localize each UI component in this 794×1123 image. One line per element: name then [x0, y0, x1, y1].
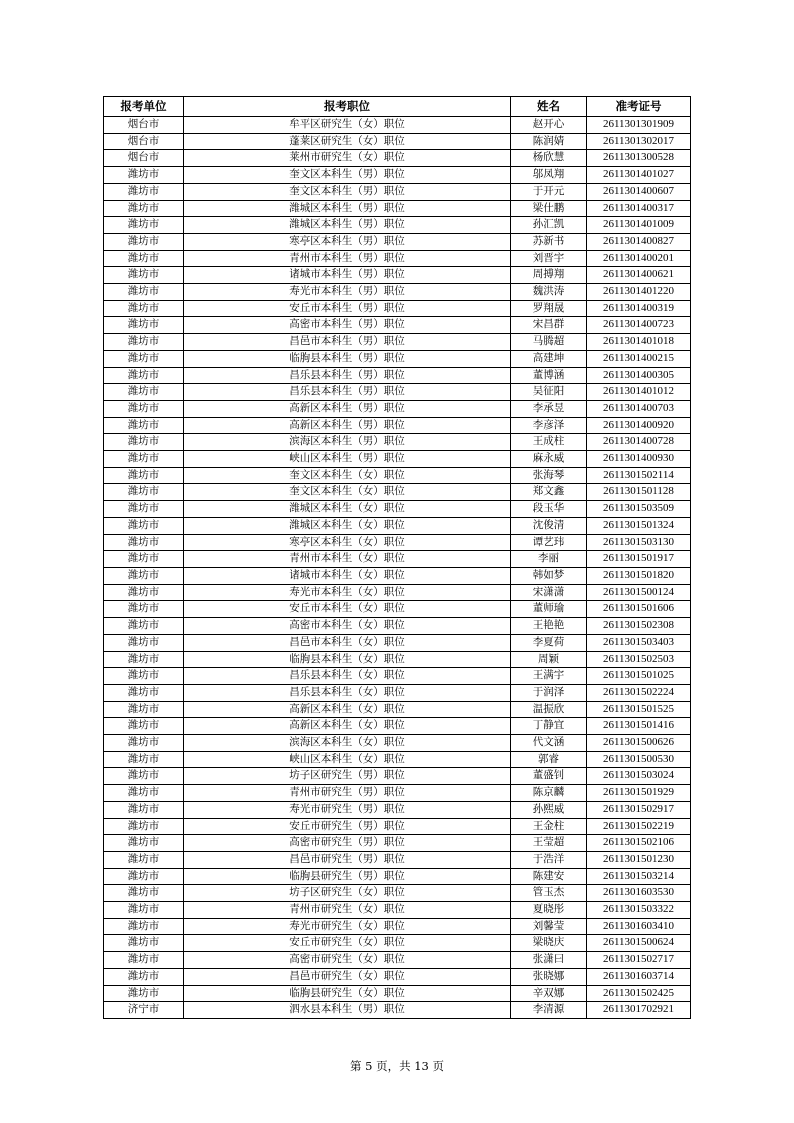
cell-position: 高新区本科生（男）职位: [184, 417, 511, 434]
cell-name: 王莹超: [511, 835, 587, 852]
cell-name: 郭睿: [511, 751, 587, 768]
table-row: [104, 534, 691, 551]
cell-name: 董盛钊: [511, 768, 587, 785]
cell-position: 高密市本科生（女）职位: [184, 618, 511, 635]
cell-name: 陈建安: [511, 868, 587, 885]
table-body: [104, 117, 691, 1019]
header-exam-id: 准考证号: [587, 97, 691, 117]
cell-position: 坊子区研究生（女）职位: [184, 885, 511, 902]
cell-name: 宋昌群: [511, 317, 587, 334]
cell-unit: 烟台市: [104, 150, 184, 167]
cell-exam-id: 2611301400728: [587, 434, 691, 451]
table-row: [104, 467, 691, 484]
cell-unit: 潍坊市: [104, 567, 184, 584]
cell-name: 段玉华: [511, 501, 587, 518]
cell-unit: 潍坊市: [104, 501, 184, 518]
table-row: [104, 918, 691, 935]
cell-exam-id: 2611301400215: [587, 350, 691, 367]
cell-exam-id: 2611301400305: [587, 367, 691, 384]
cell-name: 杨欣慧: [511, 150, 587, 167]
cell-position: 昌邑市研究生（女）职位: [184, 968, 511, 985]
cell-name: 王艳艳: [511, 618, 587, 635]
cell-unit: 潍坊市: [104, 517, 184, 534]
cell-exam-id: 2611301502219: [587, 818, 691, 835]
cell-position: 昌邑市本科生（女）职位: [184, 634, 511, 651]
table-row: [104, 701, 691, 718]
table-row: [104, 968, 691, 985]
cell-unit: 潍坊市: [104, 601, 184, 618]
cell-unit: 潍坊市: [104, 785, 184, 802]
cell-position: 青州市研究生（男）职位: [184, 785, 511, 802]
cell-position: 泗水县本科生（男）职位: [184, 1002, 511, 1019]
header-name: 姓名: [511, 97, 587, 117]
cell-position: 临朐县本科生（男）职位: [184, 350, 511, 367]
cell-position: 昌乐县本科生（男）职位: [184, 384, 511, 401]
cell-exam-id: 2611301400607: [587, 183, 691, 200]
cell-exam-id: 2611301502503: [587, 651, 691, 668]
cell-name: 周搏翔: [511, 267, 587, 284]
cell-unit: 潍坊市: [104, 902, 184, 919]
cell-exam-id: 2611301401009: [587, 217, 691, 234]
cell-name: 罗翔晟: [511, 300, 587, 317]
cell-unit: 潍坊市: [104, 484, 184, 501]
cell-name: 邬凤翔: [511, 167, 587, 184]
cell-unit: 潍坊市: [104, 384, 184, 401]
table-row: [104, 200, 691, 217]
cell-unit: 潍坊市: [104, 334, 184, 351]
cell-name: 刘馨莹: [511, 918, 587, 935]
cell-name: 李丽: [511, 551, 587, 568]
cell-position: 高密市研究生（男）职位: [184, 835, 511, 852]
table-row: [104, 818, 691, 835]
cell-exam-id: 2611301500626: [587, 735, 691, 752]
cell-position: 诸城市本科生（女）职位: [184, 567, 511, 584]
cell-unit: 潍坊市: [104, 451, 184, 468]
cell-exam-id: 2611301603410: [587, 918, 691, 935]
cell-name: 辛双娜: [511, 985, 587, 1002]
table-header: [104, 97, 691, 117]
cell-position: 安丘市研究生（女）职位: [184, 935, 511, 952]
table-row: [104, 735, 691, 752]
cell-name: 麻永威: [511, 451, 587, 468]
cell-name: 李承昱: [511, 400, 587, 417]
cell-position: 莱州市研究生（女）职位: [184, 150, 511, 167]
cell-name: 张潇曰: [511, 952, 587, 969]
cell-position: 临朐县研究生（女）职位: [184, 985, 511, 1002]
cell-name: 赵开心: [511, 117, 587, 134]
cell-exam-id: 2611301503403: [587, 634, 691, 651]
table-row: [104, 567, 691, 584]
cell-exam-id: 2611301501324: [587, 517, 691, 534]
cell-unit: 潍坊市: [104, 217, 184, 234]
table-row: [104, 501, 691, 518]
cell-name: 刘晋宇: [511, 250, 587, 267]
cell-unit: 潍坊市: [104, 684, 184, 701]
table-row: [104, 367, 691, 384]
cell-exam-id: 2611301400201: [587, 250, 691, 267]
cell-unit: 烟台市: [104, 133, 184, 150]
cell-name: 李夏荷: [511, 634, 587, 651]
table-row: [104, 451, 691, 468]
cell-name: 陈京麟: [511, 785, 587, 802]
cell-position: 峡山区本科生（女）职位: [184, 751, 511, 768]
header-unit: 报考单位: [104, 97, 184, 117]
cell-exam-id: 2611301302017: [587, 133, 691, 150]
cell-unit: 潍坊市: [104, 851, 184, 868]
cell-position: 潍城区本科生（男）职位: [184, 217, 511, 234]
cell-unit: 潍坊市: [104, 751, 184, 768]
cell-name: 代文涵: [511, 735, 587, 752]
cell-position: 昌乐县本科生（男）职位: [184, 367, 511, 384]
table-row: [104, 517, 691, 534]
header-position: 报考职位: [184, 97, 511, 117]
cell-exam-id: 2611301400319: [587, 300, 691, 317]
cell-exam-id: 2611301501416: [587, 718, 691, 735]
cell-position: 奎文区本科生（男）职位: [184, 183, 511, 200]
cell-position: 安丘市研究生（男）职位: [184, 818, 511, 835]
cell-position: 寿光市本科生（女）职位: [184, 584, 511, 601]
table-row: [104, 133, 691, 150]
cell-exam-id: 2611301503509: [587, 501, 691, 518]
table-row: [104, 868, 691, 885]
table-row: [104, 985, 691, 1002]
cell-name: 丁静宜: [511, 718, 587, 735]
cell-unit: 潍坊市: [104, 801, 184, 818]
table-row: [104, 434, 691, 451]
cell-name: 宋潇潇: [511, 584, 587, 601]
cell-exam-id: 2611301503322: [587, 902, 691, 919]
cell-exam-id: 2611301300528: [587, 150, 691, 167]
cell-unit: 潍坊市: [104, 818, 184, 835]
table-row: [104, 618, 691, 635]
cell-exam-id: 2611301401012: [587, 384, 691, 401]
cell-unit: 潍坊市: [104, 317, 184, 334]
table-row: [104, 584, 691, 601]
cell-position: 寿光市研究生（女）职位: [184, 918, 511, 935]
table-row: [104, 935, 691, 952]
cell-exam-id: 2611301502106: [587, 835, 691, 852]
cell-unit: 潍坊市: [104, 350, 184, 367]
table-row: [104, 668, 691, 685]
cell-name: 于润泽: [511, 684, 587, 701]
cell-position: 临朐县本科生（女）职位: [184, 651, 511, 668]
cell-exam-id: 2611301503214: [587, 868, 691, 885]
cell-name: 韩如梦: [511, 567, 587, 584]
cell-unit: 潍坊市: [104, 250, 184, 267]
table-row: [104, 417, 691, 434]
cell-name: 魏洪涛: [511, 284, 587, 301]
cell-exam-id: 2611301502917: [587, 801, 691, 818]
cell-unit: 潍坊市: [104, 417, 184, 434]
cell-exam-id: 2611301400920: [587, 417, 691, 434]
cell-position: 安丘市本科生（女）职位: [184, 601, 511, 618]
table-row: [104, 835, 691, 852]
table-row: [104, 150, 691, 167]
cell-position: 寒亭区本科生（男）职位: [184, 233, 511, 250]
cell-exam-id: 2611301500124: [587, 584, 691, 601]
cell-unit: 烟台市: [104, 117, 184, 134]
cell-exam-id: 2611301500624: [587, 935, 691, 952]
cell-unit: 济宁市: [104, 1002, 184, 1019]
cell-exam-id: 2611301500530: [587, 751, 691, 768]
cell-exam-id: 2611301503024: [587, 768, 691, 785]
cell-name: 王成柱: [511, 434, 587, 451]
cell-position: 潍城区本科生（女）职位: [184, 501, 511, 518]
cell-position: 安丘市本科生（男）职位: [184, 300, 511, 317]
cell-unit: 潍坊市: [104, 701, 184, 718]
cell-position: 蓬莱区研究生（女）职位: [184, 133, 511, 150]
table-row: [104, 217, 691, 234]
table-row: [104, 300, 691, 317]
cell-position: 潍城区本科生（男）职位: [184, 200, 511, 217]
table-row: [104, 651, 691, 668]
cell-position: 青州市本科生（女）职位: [184, 551, 511, 568]
cell-position: 牟平区研究生（女）职位: [184, 117, 511, 134]
cell-name: 于浩洋: [511, 851, 587, 868]
table-row: [104, 284, 691, 301]
table-row: [104, 751, 691, 768]
cell-unit: 潍坊市: [104, 284, 184, 301]
cell-position: 寿光市研究生（男）职位: [184, 801, 511, 818]
cell-unit: 潍坊市: [104, 885, 184, 902]
cell-unit: 潍坊市: [104, 835, 184, 852]
table-row: [104, 334, 691, 351]
cell-unit: 潍坊市: [104, 300, 184, 317]
table-row: [104, 768, 691, 785]
cell-unit: 潍坊市: [104, 718, 184, 735]
table-row: [104, 801, 691, 818]
cell-unit: 潍坊市: [104, 968, 184, 985]
cell-exam-id: 2611301400930: [587, 451, 691, 468]
cell-position: 奎文区本科生（女）职位: [184, 484, 511, 501]
cell-name: 马腾超: [511, 334, 587, 351]
cell-name: 谭艺玮: [511, 534, 587, 551]
cell-position: 青州市本科生（男）职位: [184, 250, 511, 267]
cell-name: 王金柱: [511, 818, 587, 835]
cell-unit: 潍坊市: [104, 618, 184, 635]
table-row: [104, 1002, 691, 1019]
table-row: [104, 350, 691, 367]
cell-unit: 潍坊市: [104, 200, 184, 217]
cell-unit: 潍坊市: [104, 551, 184, 568]
cell-position: 寒亭区本科生（女）职位: [184, 534, 511, 551]
cell-exam-id: 2611301502224: [587, 684, 691, 701]
cell-name: 张海琴: [511, 467, 587, 484]
cell-position: 寿光市本科生（男）职位: [184, 284, 511, 301]
cell-unit: 潍坊市: [104, 267, 184, 284]
cell-name: 苏新书: [511, 233, 587, 250]
cell-position: 奎文区本科生（男）职位: [184, 167, 511, 184]
table-row: [104, 634, 691, 651]
cell-unit: 潍坊市: [104, 167, 184, 184]
cell-exam-id: 2611301501525: [587, 701, 691, 718]
cell-position: 滨海区本科生（女）职位: [184, 735, 511, 752]
cell-position: 峡山区本科生（男）职位: [184, 451, 511, 468]
cell-exam-id: 2611301400317: [587, 200, 691, 217]
table-row: [104, 117, 691, 134]
cell-unit: 潍坊市: [104, 985, 184, 1002]
cell-name: 梁晓庆: [511, 935, 587, 952]
cell-exam-id: 2611301400827: [587, 233, 691, 250]
cell-position: 诸城市本科生（男）职位: [184, 267, 511, 284]
cell-name: 陈润婧: [511, 133, 587, 150]
table-row: [104, 902, 691, 919]
header-row: [104, 97, 691, 117]
cell-position: 昌邑市研究生（男）职位: [184, 851, 511, 868]
cell-position: 昌乐县本科生（女）职位: [184, 684, 511, 701]
cell-exam-id: 2611301501929: [587, 785, 691, 802]
cell-name: 张晓娜: [511, 968, 587, 985]
table-row: [104, 233, 691, 250]
cell-unit: 潍坊市: [104, 584, 184, 601]
table-row: [104, 167, 691, 184]
table-row: [104, 317, 691, 334]
cell-exam-id: 2611301501606: [587, 601, 691, 618]
table-row: [104, 183, 691, 200]
cell-position: 高密市研究生（女）职位: [184, 952, 511, 969]
cell-exam-id: 2611301400703: [587, 400, 691, 417]
table-row: [104, 551, 691, 568]
table-row: [104, 952, 691, 969]
cell-exam-id: 2611301501128: [587, 484, 691, 501]
cell-name: 李彦泽: [511, 417, 587, 434]
cell-position: 奎文区本科生（女）职位: [184, 467, 511, 484]
cell-name: 温振欣: [511, 701, 587, 718]
cell-unit: 潍坊市: [104, 467, 184, 484]
cell-unit: 潍坊市: [104, 952, 184, 969]
cell-position: 滨海区本科生（男）职位: [184, 434, 511, 451]
cell-unit: 潍坊市: [104, 768, 184, 785]
cell-exam-id: 2611301400723: [587, 317, 691, 334]
cell-position: 潍城区本科生（女）职位: [184, 517, 511, 534]
cell-name: 管玉杰: [511, 885, 587, 902]
cell-unit: 潍坊市: [104, 400, 184, 417]
cell-position: 高新区本科生（男）职位: [184, 400, 511, 417]
cell-position: 坊子区研究生（男）职位: [184, 768, 511, 785]
table-row: [104, 684, 691, 701]
candidate-table: [103, 96, 691, 1019]
table-row: [104, 484, 691, 501]
cell-position: 高新区本科生（女）职位: [184, 718, 511, 735]
cell-name: 于开元: [511, 183, 587, 200]
cell-unit: 潍坊市: [104, 868, 184, 885]
cell-unit: 潍坊市: [104, 918, 184, 935]
cell-unit: 潍坊市: [104, 634, 184, 651]
cell-unit: 潍坊市: [104, 668, 184, 685]
cell-name: 郑文鑫: [511, 484, 587, 501]
table-row: [104, 851, 691, 868]
cell-name: 孙熙威: [511, 801, 587, 818]
cell-exam-id: 2611301603714: [587, 968, 691, 985]
cell-exam-id: 2611301603530: [587, 885, 691, 902]
cell-exam-id: 2611301501820: [587, 567, 691, 584]
table-row: [104, 250, 691, 267]
table-row: [104, 384, 691, 401]
cell-name: 梁仕鹏: [511, 200, 587, 217]
cell-name: 夏晓彤: [511, 902, 587, 919]
cell-exam-id: 2611301502308: [587, 618, 691, 635]
cell-exam-id: 2611301401018: [587, 334, 691, 351]
table-row: [104, 885, 691, 902]
cell-unit: 潍坊市: [104, 183, 184, 200]
cell-name: 沈俊清: [511, 517, 587, 534]
cell-name: 孙汇凯: [511, 217, 587, 234]
cell-name: 李清源: [511, 1002, 587, 1019]
table-row: [104, 601, 691, 618]
cell-name: 高建坤: [511, 350, 587, 367]
cell-unit: 潍坊市: [104, 651, 184, 668]
cell-exam-id: 2611301503130: [587, 534, 691, 551]
cell-exam-id: 2611301702921: [587, 1002, 691, 1019]
cell-name: 董博涵: [511, 367, 587, 384]
cell-unit: 潍坊市: [104, 434, 184, 451]
cell-exam-id: 2611301501230: [587, 851, 691, 868]
cell-position: 昌乐县本科生（女）职位: [184, 668, 511, 685]
table-row: [104, 400, 691, 417]
cell-unit: 潍坊市: [104, 735, 184, 752]
table-row: [104, 718, 691, 735]
cell-exam-id: 2611301502717: [587, 952, 691, 969]
cell-name: 吴征阳: [511, 384, 587, 401]
cell-position: 高密市本科生（男）职位: [184, 317, 511, 334]
cell-name: 周颖: [511, 651, 587, 668]
cell-exam-id: 2611301301909: [587, 117, 691, 134]
cell-exam-id: 2611301501025: [587, 668, 691, 685]
cell-name: 王满宇: [511, 668, 587, 685]
cell-position: 青州市研究生（女）职位: [184, 902, 511, 919]
cell-position: 高新区本科生（女）职位: [184, 701, 511, 718]
cell-position: 临朐县研究生（男）职位: [184, 868, 511, 885]
cell-exam-id: 2611301401027: [587, 167, 691, 184]
cell-exam-id: 2611301400621: [587, 267, 691, 284]
cell-exam-id: 2611301401220: [587, 284, 691, 301]
cell-unit: 潍坊市: [104, 935, 184, 952]
cell-unit: 潍坊市: [104, 367, 184, 384]
cell-name: 董师瑜: [511, 601, 587, 618]
page-number: 第 5 页，共 13 页: [349, 1059, 445, 1073]
cell-unit: 潍坊市: [104, 534, 184, 551]
cell-position: 昌邑市本科生（男）职位: [184, 334, 511, 351]
cell-unit: 潍坊市: [104, 233, 184, 250]
cell-exam-id: 2611301502114: [587, 467, 691, 484]
table-row: [104, 267, 691, 284]
table-row: [104, 785, 691, 802]
cell-exam-id: 2611301502425: [587, 985, 691, 1002]
cell-exam-id: 2611301501917: [587, 551, 691, 568]
